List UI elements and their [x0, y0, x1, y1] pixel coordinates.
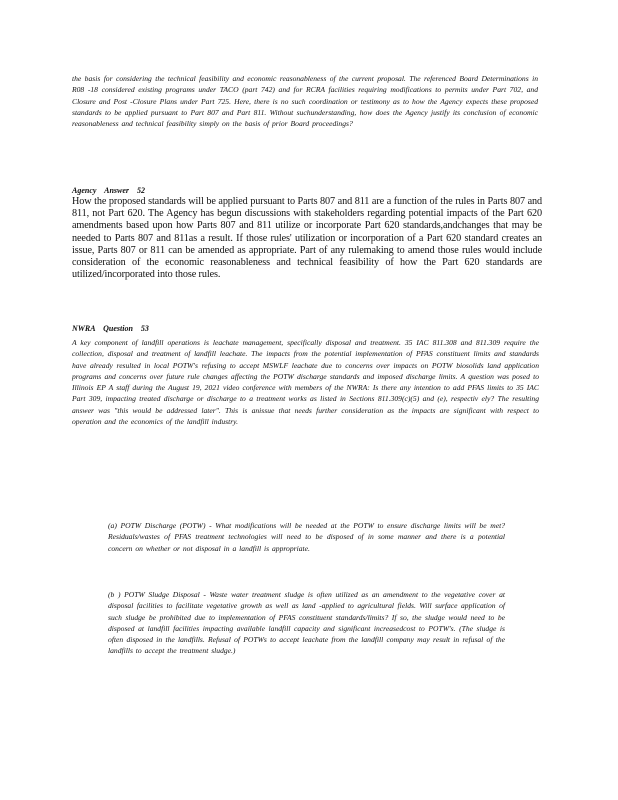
intro-paragraph: the basis for considering the technical feasibility and economic reasonableness of the current proposal. The referenced Board Determinations in R08 -18 considered existing programs under TACO (part 742) and for RCRA facilities requiring modifications to permits under Part 702, and Closure and Post -Closure Plans under Part 725. Here, there is no such coordination or testimony as to how the Agency expects these proposed standards to be applied pursuant to Part 807 and Part 811. Without suchunderstanding, how does the Agency justify its conclusion of economic reasonableness and technical feasibility simply on the basis of prior Board proceedings?	[72, 74, 538, 129]
item-b-potw-sludge-disposal: (b ) POTW Sludge Disposal - Waste water treatment sludge is often utilized as an amendment to the vegetative cover at disposal facilities to facilitate vegetative growth as well as land -applied to agricultural fields. Will surface application of such sludge be prohibited due to implementation of PFAS constituent standards/limits? If so, the sludge would need to be disposed at landfill facilities impacting available landfill capacity and significant increasedcost to POTW's. (The sludge is often disposed in the landfills. Refusal of POTWs to accept leachate from the landfill company may result in refusal of the landfills to accept the treatment sludge.)	[108, 590, 505, 656]
item-a-potw-discharge: (a) POTW Discharge (POTW) - What modifications will be needed at the POTW to ensure discharge limits will be met? Residuals/wastes of PFAS treatment technologies will need to be disposed of in some manner and there is a potential concern on whether or not disposal in a landfill is appropriate.	[108, 521, 505, 553]
agency-answer-heading: Agency Answer 52	[72, 186, 146, 195]
nwra-question-heading: NWRA Question 53	[72, 324, 149, 333]
agency-answer-body: How the proposed standards will be applied pursuant to Parts 807 and 811 are a function of the rules in Parts 807 and 811, not Part 620. The Agency has begun discussions with stakeholders regarding potential impacts of the Part 620 amendments based upon how Parts 807 and 811 utilize or incorporate Part 620 standards,andchanges that may be needed to Parts 807 and 811as a result. If those rules' utilization or incorporation of a Part 620 standard creates an issue, Parts 807 or 811 can be amended as appropriate. Part of any rulemaking to amend those rules would include consideration of the economic reasonableness and technical feasibility of how the Part 620 standards are utilized/incorporated into those rules.	[72, 196, 542, 281]
nwra-question-body: A key component of landfill operations is leachate management, specifically disposal and treatment. 35 IAC 811.308 and 811.309 require the collection, disposal and treatment of landfill leachate. The impacts from the potential implementation of PFAS constituent limits and standards have already resulted in local POTW's refusing to accept MSWLF leachate due to concerns over impacts on POTW biosolids land application programs and concerns over future rule changes affecting the POTW discharge standards and imposed discharge limits. A question was posed to Illinois EP A staff during the August 19, 2021 video conference with members of the NWRA: Is there any intention to add PFAS limits to 35 IAC Part 309, impacting treated discharge or discharge to a treatment works as listed in Sections 811.309(c)(5) and (e), respectiv ely? The resulting answer was "this would be addressed later". This is anissue that needs further consideration as the impacts are significant with respect to operation and the economics of the landfill industry.	[72, 338, 539, 427]
